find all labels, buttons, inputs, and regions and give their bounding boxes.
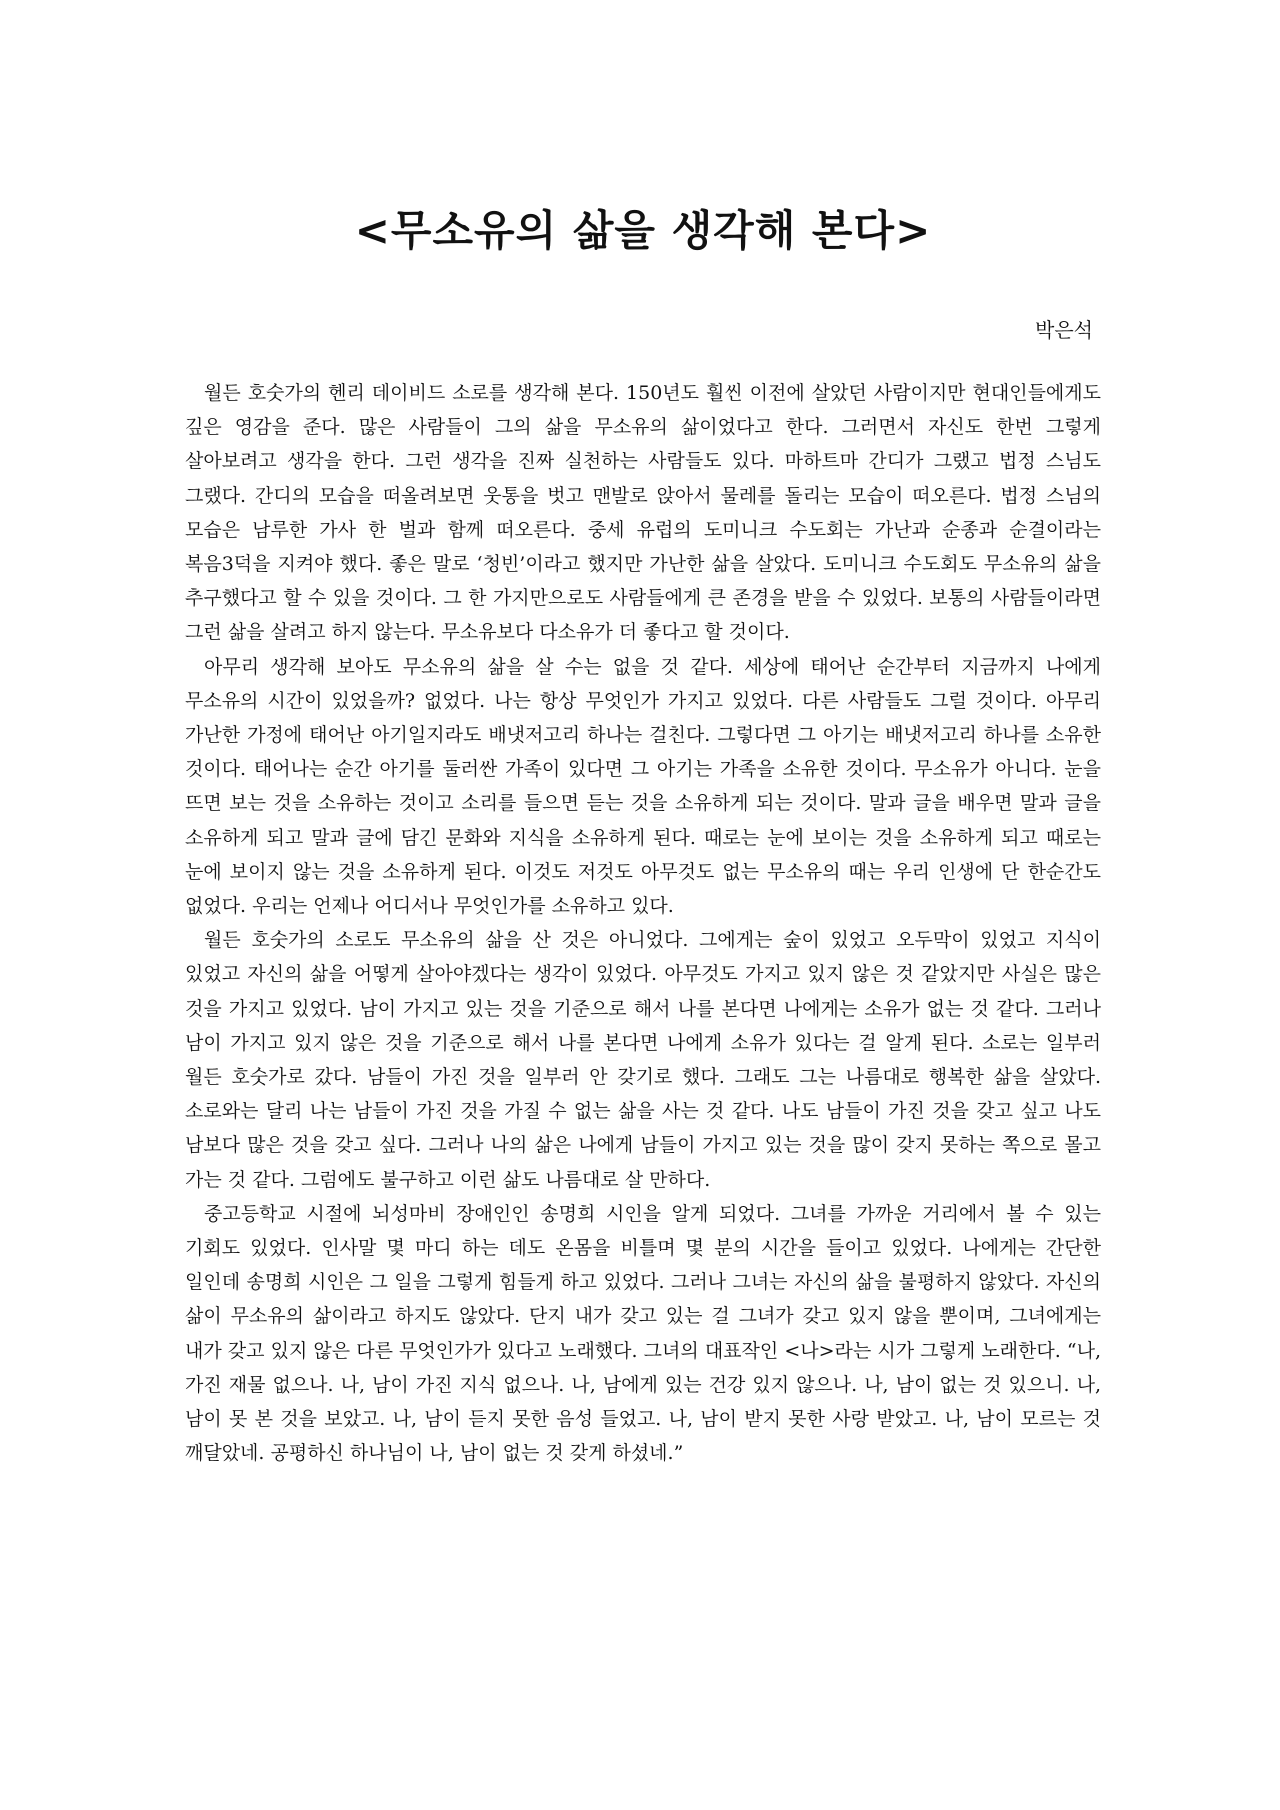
paragraph: 월든 호숫가의 헨리 데이비드 소로를 생각해 본다. 150년도 훨씬 이전에 살았던 사람이지만 현대인들에게도 깊은 영감을 준다. 많은 사람들이 그의 삶을 무소유의 삶이었다고 한다. 그러면서 자신도 한번 그렇게 살아보려고 생각을 한다. 그런 생각을 진짜 실천하는 사람들도 있다. 마하트마 간디가 그랬고 법정 스님도 그랬다. 간디의 모습을 떠올려보면 웃통을 벗고 맨발로 앉아서 물레를 돌리는 모습이 떠오른다. 법정 스님의 모습은 남루한 가사 한 벌과 함께 떠오른다. 중세 유럽의 도미니크 수도회는 가난과 순종과 순결이라는 복음3덕을 지켜야 했다. 좋은 말로 ‘청빈’이라고 했지만 가난한 삶을 살았다. 도미니크 수도회도 무소유의 삶을 추구했다고 할 수 있을 것이다. 그 한 가지만으로도 사람들에게 큰 존경을 받을 수 있었다. 보통의 사람들이라면 그런 삶을 살려고 하지 않는다. 무소유보다 다소유가 더 좋다고 할 것이다. <box>185 382 1101 644</box>
paragraph: 중고등학교 시절에 뇌성마비 장애인인 송명희 시인을 알게 되었다. 그녀를 가까운 거리에서 볼 수 있는 기회도 있었다. 인사말 몇 마디 하는 데도 온몸을 비틀며 몇 분의 시간을 들이고 있었다. 나에게는 간단한 일인데 송명희 시인은 그 일을 그렇게 힘들게 하고 있었다. 그러나 그녀는 자신의 삶을 불평하지 않았다. 자신의 삶이 무소유의 삶이라고 하지도 않았다. 단지 내가 갖고 있는 걸 그녀가 갖고 있지 않을 뿐이며, 그녀에게는 내가 갖고 있지 않은 다른 무엇인가가 있다고 노래했다. 그녀의 대표작인 <나>라는 시가 그렇게 노래한다. “나, 가진 재물 없으나. 나, 남이 가진 지식 없으나. 나, 남에게 있는 건강 있지 않으나. 나, 남이 없는 것 있으니. 나, 남이 못 본 것을 보았고. 나, 남이 듣지 못한 음성 들었고. 나, 남이 받지 못한 사랑 받았고. 나, 남이 모르는 것 깨달았네. 공평하신 하나님이 나, 남이 없는 것 갖게 하셨네.” <box>185 1202 1101 1465</box>
document-title: <무소유의 삶을 생각해 본다> <box>354 206 932 255</box>
paragraph: 아무리 생각해 보아도 무소유의 삶을 살 수는 없을 것 같다. 세상에 태어난 순간부터 지금까지 나에게 무소유의 시간이 있었을까? 없었다. 나는 항상 무엇인가 가지고 있었다. 다른 사람들도 그럴 것이다. 아무리 가난한 가정에 태어난 아기일지라도 배냇저고리 하나는 걸친다. 그렇다면 그 아기는 배냇저고리 하나를 소유한 것이다. 태어나는 순간 아기를 둘러싼 가족이 있다면 그 아기는 가족을 소유한 것이다. 무소유가 아니다. 눈을 뜨면 보는 것을 소유하는 것이고 소리를 들으면 듣는 것을 소유하게 되는 것이다. 말과 글을 배우면 말과 글을 소유하게 되고 말과 글에 담긴 문화와 지식을 소유하게 된다. 때로는 눈에 보이는 것을 소유하게 되고 때로는 눈에 보이지 않는 것을 소유하게 된다. 이것도 저것도 아무것도 없는 무소유의 때는 우리 인생에 단 한순간도 없었다. 우리는 언제나 어디서나 무엇인가를 소유하고 있다. <box>185 655 1101 918</box>
document-body <box>185 376 1101 1471</box>
paragraph: 월든 호숫가의 소로도 무소유의 삶을 산 것은 아니었다. 그에게는 숲이 있었고 오두막이 있었고 지식이 있었고 자신의 삶을 어떻게 살아야겠다는 생각이 있었다. 아무것도 가지고 있지 않은 것 같았지만 사실은 많은 것을 가지고 있었다. 남이 가지고 있는 것을 기준으로 해서 나를 본다면 나에게는 소유가 없는 것 같다. 그러나 남이 가지고 있지 않은 것을 기준으로 해서 나를 본다면 나에게 소유가 있다는 걸 알게 된다. 소로는 일부러 월든 호숫가로 갔다. 남들이 가진 것을 일부러 안 갖기로 했다. 그래도 그는 나름대로 행복한 삶을 살았다. 소로와는 달리 나는 남들이 가진 것을 가질 수 없는 삶을 사는 것 같다. 나도 남들이 가진 것을 갖고 싶고 나도 남보다 많은 것을 갖고 싶다. 그러나 나의 삶은 나에게 남들이 가지고 있는 것을 많이 갖지 못하는 쪽으로 몰고 가는 것 같다. 그럼에도 불구하고 이런 삶도 나름대로 살 만하다. <box>185 929 1101 1191</box>
document-page <box>185 0 1101 1810</box>
author-name: 박은석 <box>1035 318 1093 342</box>
